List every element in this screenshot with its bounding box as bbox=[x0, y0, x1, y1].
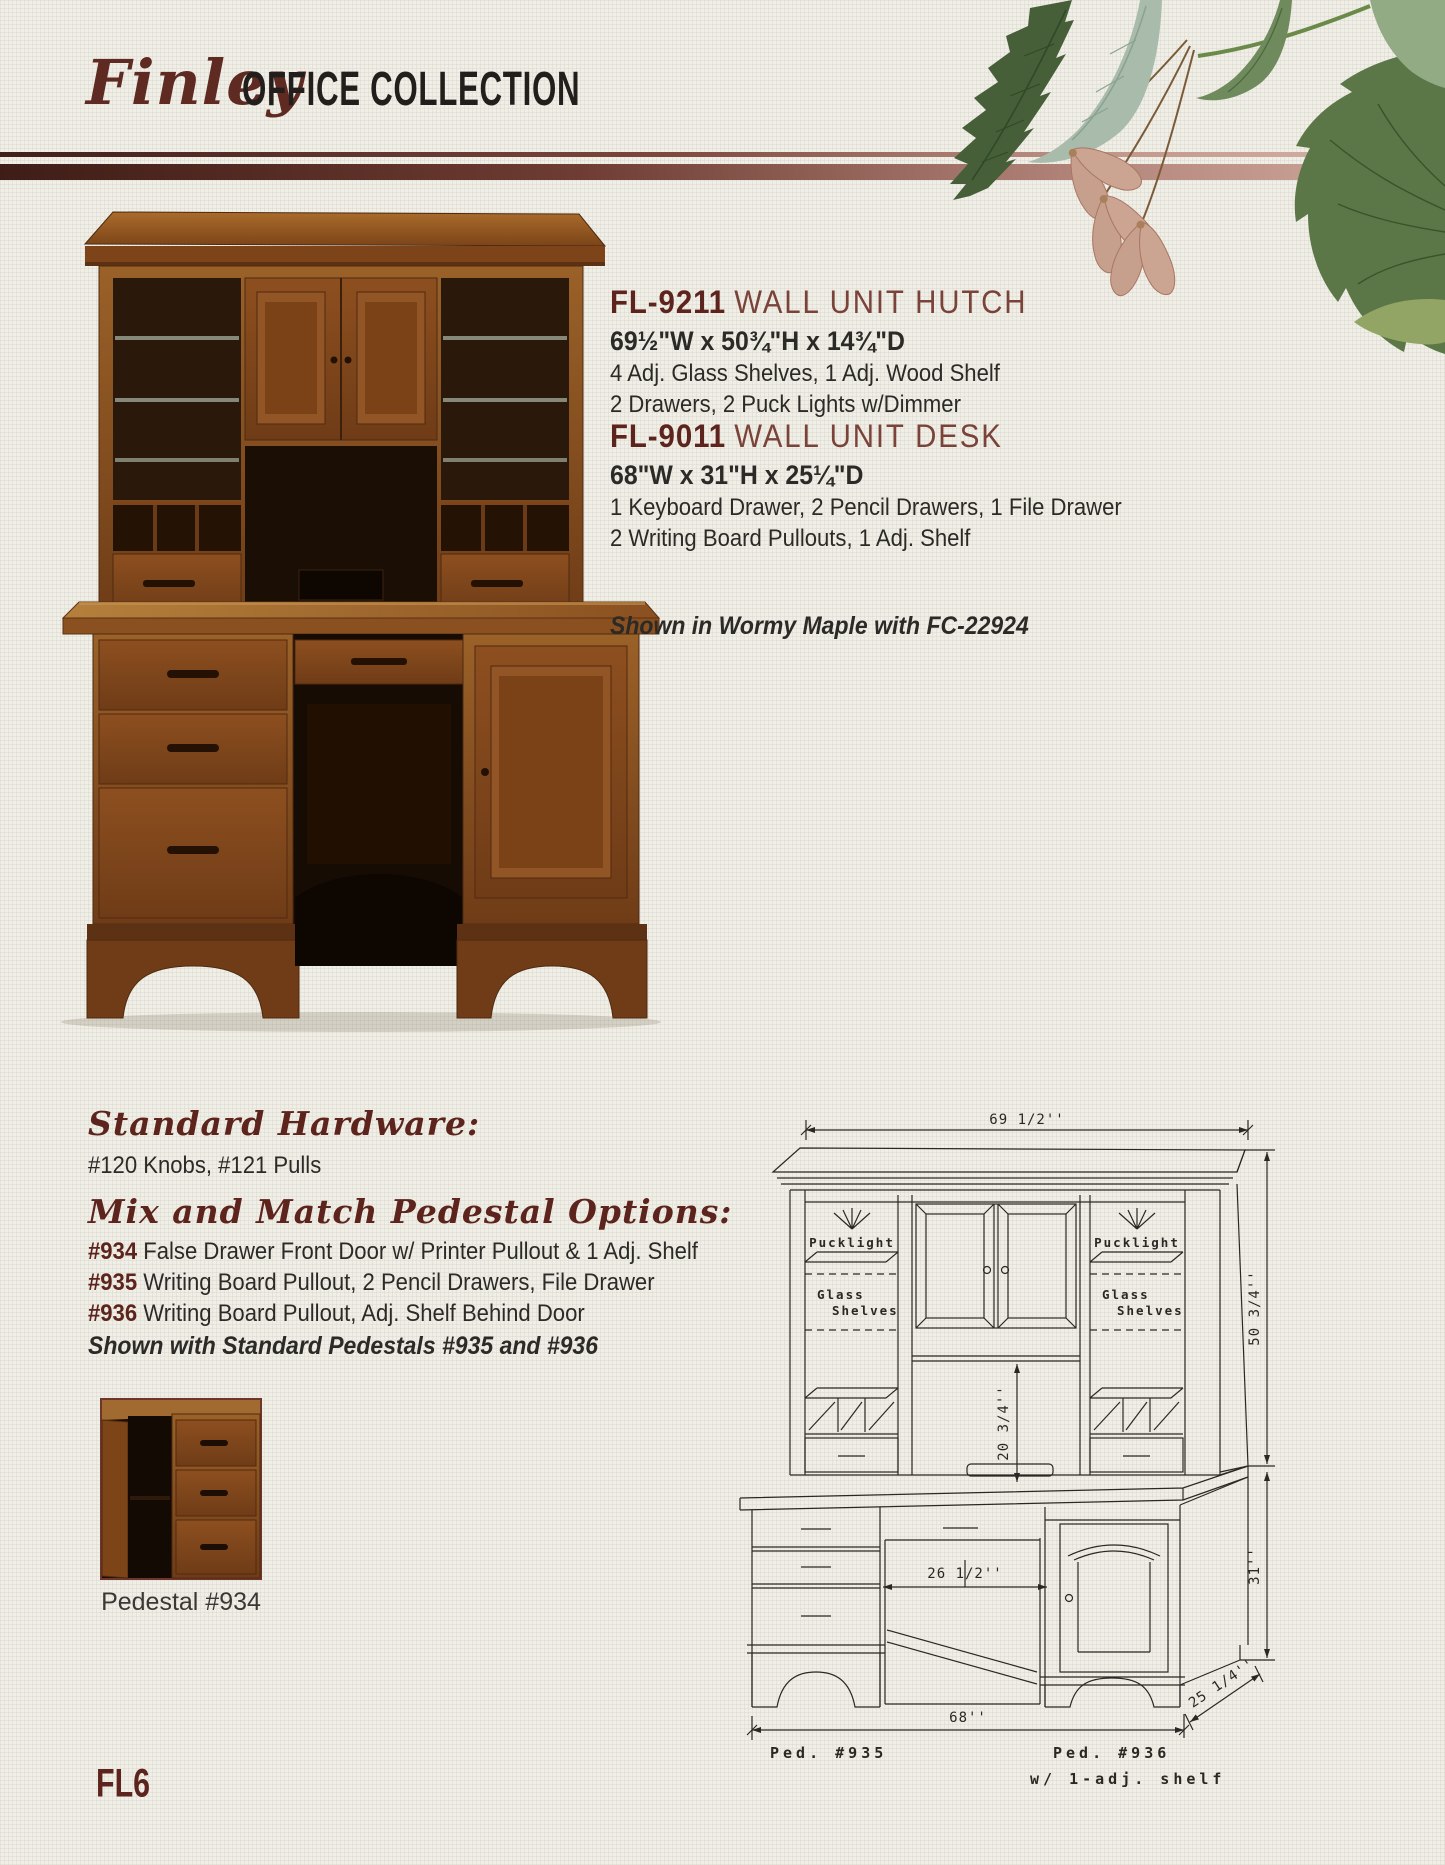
dim-desk-width bbox=[747, 1710, 1189, 1740]
product-photo-wall-unit bbox=[55, 198, 667, 1090]
pedestal-caption: Pedestal #934 bbox=[101, 1588, 261, 1616]
pedestal-934-photo bbox=[100, 1398, 262, 1580]
hutch-section-left bbox=[805, 1208, 899, 1472]
product-feature: 4 Adj. Glass Shelves, 1 Adj. Wood Shelf bbox=[610, 360, 1000, 387]
option-item bbox=[88, 1267, 655, 1298]
options-note: Shown with Standard Pedestals #935 and #936 bbox=[88, 1332, 599, 1360]
brand-logo-script: Finley bbox=[86, 46, 304, 119]
shelves-label-left: Shelves bbox=[832, 1303, 899, 1318]
option-number: #936 bbox=[88, 1300, 138, 1327]
desk-knee-drawing bbox=[885, 1528, 1040, 1704]
floor-shadow bbox=[61, 1012, 661, 1032]
option-item bbox=[88, 1236, 698, 1267]
keyboard-drawer bbox=[295, 640, 463, 684]
pucklight-label-left: Pucklight bbox=[809, 1235, 895, 1250]
option-number: #934 bbox=[88, 1238, 138, 1265]
desk-photo bbox=[63, 602, 659, 1018]
desk-pedestal-right-drawing bbox=[1040, 1477, 1248, 1707]
center-doors bbox=[245, 278, 437, 440]
dim-desk-height bbox=[1240, 1472, 1275, 1660]
desk-pedestal-left-drawing bbox=[747, 1507, 885, 1707]
product-heading-hutch bbox=[610, 284, 1027, 321]
finish-note: Shown in Wormy Maple with FC-22924 bbox=[610, 612, 1029, 640]
dim-label-desk-height: 31'' bbox=[1247, 1547, 1263, 1585]
hardware-text: #120 Knobs, #121 Pulls bbox=[88, 1152, 322, 1179]
dim-knee-width bbox=[883, 1560, 1047, 1587]
hardware-heading: Standard Hardware: bbox=[88, 1104, 481, 1143]
desk-pedestal-left bbox=[87, 634, 299, 1018]
product-name: WALL UNIT HUTCH bbox=[734, 284, 1028, 320]
product-sku: FL-9211 bbox=[610, 284, 727, 320]
product-feature: 2 Writing Board Pullouts, 1 Adj. Shelf bbox=[610, 525, 971, 552]
glass-label-left: Glass bbox=[817, 1287, 865, 1302]
pucklight-label-right: Pucklight bbox=[1094, 1235, 1180, 1250]
product-heading-desk bbox=[610, 418, 1003, 455]
dim-label-width: 69 1/2'' bbox=[989, 1112, 1065, 1128]
product-dims-hutch: 69½"W x 50¾"H x 14¾"D bbox=[610, 326, 905, 356]
option-number: #935 bbox=[88, 1269, 138, 1296]
dim-label-desk-width: 68'' bbox=[949, 1710, 987, 1726]
product-name: WALL UNIT DESK bbox=[734, 418, 1003, 454]
page-number: FL6 bbox=[96, 1762, 151, 1807]
desk-pedestal-right bbox=[457, 634, 647, 1018]
option-desc: False Drawer Front Door w/ Printer Pullout & 1 Adj. Shelf bbox=[143, 1238, 698, 1265]
dim-width-top bbox=[801, 1112, 1253, 1140]
product-feature: 1 Keyboard Drawer, 2 Pencil Drawers, 1 File Drawer bbox=[610, 494, 1122, 521]
caption-ped-936: Ped. #936 bbox=[1053, 1744, 1171, 1762]
glass-label-right: Glass bbox=[1102, 1287, 1150, 1302]
technical-drawing bbox=[735, 1100, 1310, 1830]
cubby-right bbox=[441, 502, 569, 551]
option-desc: Writing Board Pullout, 2 Pencil Drawers, File Drawer bbox=[143, 1269, 655, 1296]
caption-ped-935: Ped. #935 bbox=[770, 1744, 888, 1762]
dim-label-desk-depth: 25 1/4'' bbox=[1186, 1655, 1258, 1712]
product-dims-desk: 68"W x 31"H x 25¼"D bbox=[610, 460, 864, 490]
collection-title: OFFICE COLLECTION bbox=[242, 61, 581, 116]
options-heading: Mix and Match Pedestal Options: bbox=[88, 1192, 733, 1231]
option-desc: Writing Board Pullout, Adj. Shelf Behind Door bbox=[143, 1300, 585, 1327]
dim-hutch-height bbox=[1245, 1150, 1275, 1466]
glass-cabinet-right bbox=[441, 278, 569, 500]
product-feature: 2 Drawers, 2 Puck Lights w/Dimmer bbox=[610, 391, 961, 418]
dim-label-hutch-height: 50 3/4'' bbox=[1247, 1270, 1263, 1346]
glass-cabinet-left bbox=[113, 278, 241, 500]
caption-ped-936-note: w/ 1-adj. shelf bbox=[1030, 1770, 1226, 1788]
hutch-photo bbox=[85, 212, 605, 618]
small-center-leaf bbox=[1196, 0, 1292, 100]
hutch-section-right bbox=[1090, 1208, 1184, 1472]
dark-leaf bbox=[950, 0, 1074, 200]
option-item bbox=[88, 1298, 585, 1329]
dim-label-opening: 20 3/4'' bbox=[996, 1385, 1012, 1461]
dim-label-knee: 26 1/2'' bbox=[927, 1566, 1003, 1582]
shelves-label-right: Shelves bbox=[1117, 1303, 1184, 1318]
cubby-left bbox=[113, 502, 241, 551]
product-sku: FL-9011 bbox=[610, 418, 727, 454]
